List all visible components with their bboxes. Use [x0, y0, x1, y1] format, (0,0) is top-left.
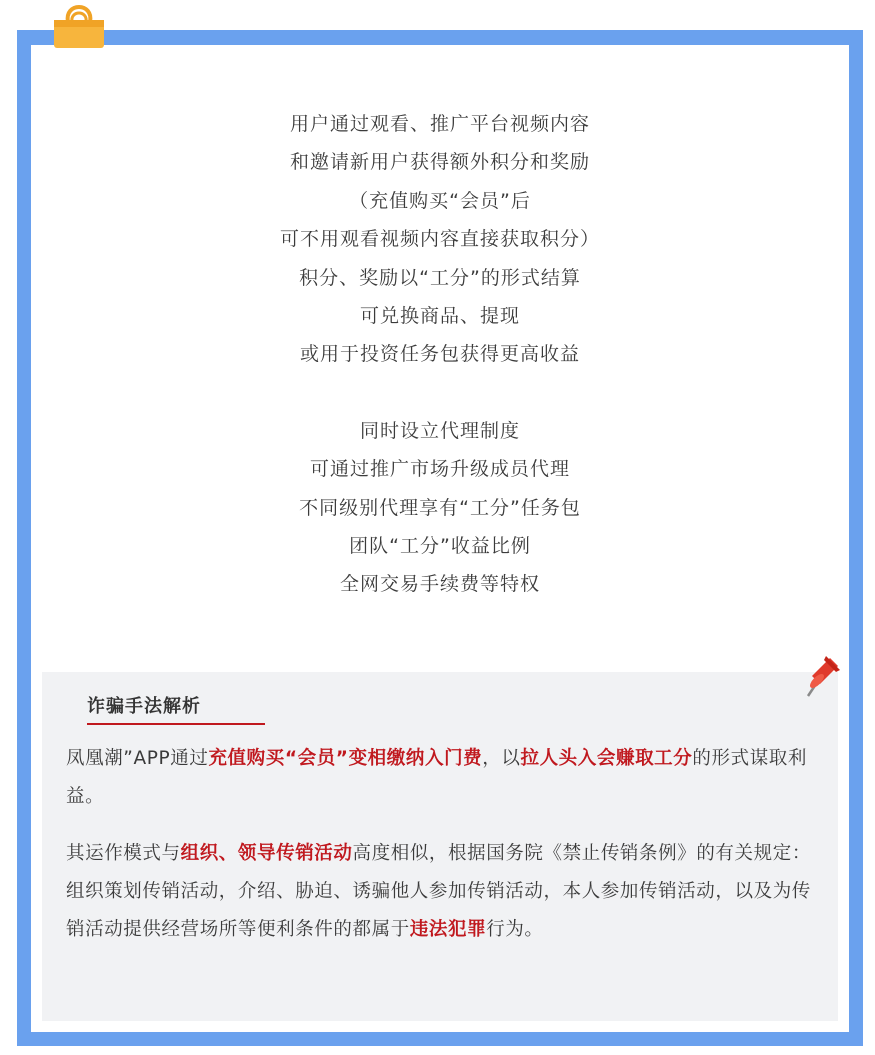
para2-highlight-2: 违法犯罪 [409, 919, 487, 940]
para1-text-3: 的形式谋取利益。 [66, 748, 807, 807]
intro-line: 不同级别代理享有“工分”任务包 [299, 496, 581, 519]
intro-line: 用户通过观看、推广平台视频内容 [289, 113, 590, 135]
para2-text-3: 行为。 [486, 919, 544, 940]
analysis-heading: 诈骗手法解析 [87, 696, 201, 717]
analysis-paragraph-1 [66, 740, 816, 816]
intro-line: 和邀请新用户获得额外积分和奖励 [289, 151, 590, 174]
analysis-paragraph-2 [66, 835, 816, 949]
para2-text-1: 其运作模式与 [66, 843, 181, 864]
para1-highlight-2: 拉人头入会赚取工分 [520, 748, 693, 769]
intro-text [31, 105, 849, 604]
pushpin-icon [800, 652, 842, 700]
para2-text-2: 高度相似，根据国务院《禁止传销条例》的有关规定：组织策划传销活动，介绍、胁迫、诱骗他人参加传销活动，本人参加传销活动，以及为传销活动提供经营场所等便利条件的都属于 [66, 843, 811, 940]
intro-line: （充值购买“会员”后 [349, 189, 531, 212]
analysis-panel [42, 672, 838, 1021]
binder-clip-icon [50, 0, 108, 52]
para1-text-1: 凤凰潮”APP通过 [66, 748, 209, 769]
para1-text-2: ，以 [482, 748, 521, 769]
intro-line: 团队“工分”收益比例 [349, 534, 531, 557]
intro-line: 同时设立代理制度 [359, 419, 520, 442]
intro-line: 可不用观看视频内容直接获取积分） [279, 228, 600, 251]
heading-underline [87, 723, 265, 725]
intro-line: 可通过推广市场升级成员代理 [309, 458, 570, 481]
intro-line: 全网交易手续费等特权 [339, 573, 540, 596]
intro-line: 积分、奖励以“工分”的形式结算 [299, 266, 581, 289]
para1-highlight-1: 充值购买“会员”变相缴纳入门费 [208, 748, 483, 769]
intro-line: 可兑换商品、提现 [359, 304, 520, 327]
para2-highlight-1: 组织、领导传销活动 [180, 843, 353, 864]
intro-line: 或用于投资任务包获得更高收益 [299, 343, 580, 366]
